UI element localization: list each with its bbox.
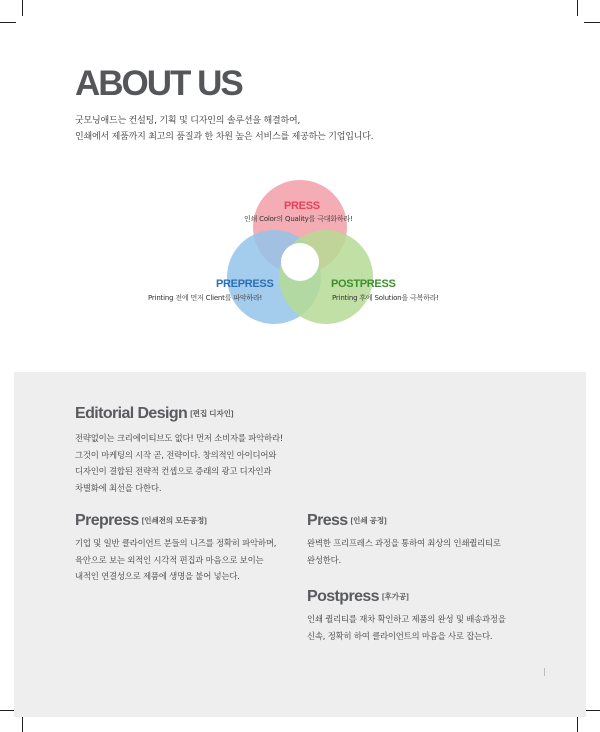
press-title	[307, 512, 387, 530]
press-line-1: 완벽한 프리프레스 과정을 통하여 최상의 인쇄퀄리티로	[307, 538, 501, 548]
prepress-tag: [인쇄전의 모든공정]	[141, 516, 207, 525]
venn-press-sub: 인쇄 Color의 Quality를 극대화하라!	[244, 215, 353, 223]
page-marker	[544, 668, 545, 676]
prepress-line-1: 기업 및 일반 클라이언트 분들의 니즈를 정확히 파악하며,	[75, 538, 277, 548]
editorial-title-text: Editorial Design	[75, 405, 188, 422]
venn-prepress-sub: Printing 전에 먼저 Client를 파악하라!	[148, 294, 263, 302]
intro-line-1: 굿모닝애드는 컨설팅, 기획 및 디자인의 솔루션을 해결하여,	[75, 116, 301, 126]
postpress-line-2: 신속, 정확히 하여 클라이언트의 마음을 사로 잡는다.	[307, 630, 493, 641]
press-tag: [인쇄 공정]	[350, 516, 387, 525]
intro-line-2: 인쇄에서 제품까지 최고의 품질과 한 차원 높은 서비스를 제공하는 기업입니다.	[75, 132, 374, 142]
editorial-tag: [편집 디자인]	[190, 409, 234, 418]
editorial-title	[75, 405, 234, 423]
prepress-title-text: Prepress	[75, 512, 139, 529]
press-title-text: Press	[307, 512, 348, 529]
postpress-title	[307, 588, 409, 606]
prepress-line-3: 내적인 연결성으로 제품에 생명을 불어 넣는다.	[75, 571, 240, 581]
postpress-title-text: Postpress	[307, 588, 379, 605]
prepress-line-2: 육안으로 보는 외적인 시각적 편집과 마음으로 보이는	[75, 554, 264, 565]
page-title: ABOUT US	[75, 64, 242, 103]
crop-mark-bottom-right-h	[584, 710, 600, 711]
venn-postpress-label: POSTPRESS	[331, 278, 396, 290]
crop-mark-bottom-left	[22, 716, 23, 732]
prepress-body	[75, 535, 276, 585]
venn-prepress-label: PREPRESS	[216, 278, 274, 290]
venn-postpress-sub: Printing 후에 Solution을 극복하라!	[332, 294, 439, 302]
editorial-line-2: 그것이 마케팅의 시작 곧, 전략이다. 창의적인 아이디어와	[75, 449, 277, 460]
venn-center	[281, 243, 319, 281]
crop-mark-bottom-right	[577, 716, 578, 732]
venn-press-label: PRESS	[284, 200, 320, 212]
editorial-line-1: 전략없이는 크리에이티브도 없다! 먼저 소비자를 파악하라!	[75, 433, 283, 443]
editorial-line-4: 차별화에 최선을 다한다.	[75, 482, 162, 493]
press-body	[307, 535, 501, 568]
postpress-tag: [후가공]	[381, 592, 409, 601]
postpress-body	[307, 611, 506, 644]
postpress-line-1: 인쇄 퀄리티를 재차 확인하고 제품의 완성 및 배송과정을	[307, 614, 506, 624]
editorial-line-3: 디자인이 결합된 전략적 컨셉으로 증래의 광고 디자인과	[75, 466, 272, 476]
editorial-body	[75, 430, 283, 496]
press-line-2: 완성한다.	[307, 554, 342, 565]
prepress-title	[75, 512, 207, 530]
